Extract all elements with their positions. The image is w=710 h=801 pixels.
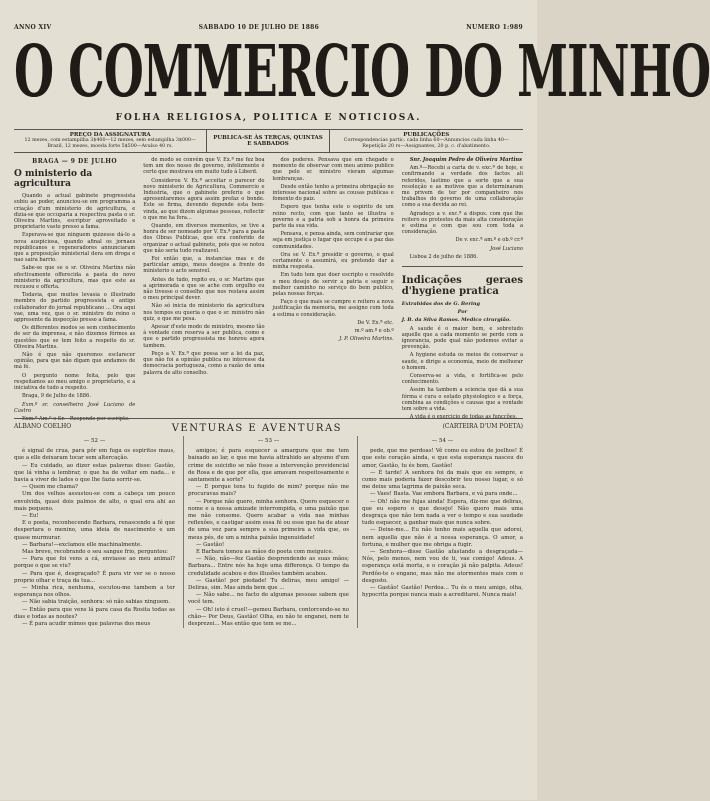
paragraph: Conserva-se a vida, e fortifica-se pelo conhecimento. [401,373,523,386]
byline-por: Por [457,309,468,316]
serial-paragraph: — Eu! [22,513,39,520]
divider [402,266,523,267]
serial-paragraph: — Porque não quero, minha senhora. Quero esquecer o nome e a nossa amizade interrompida, e uma paixão que me não consome. Quero acabar a vida nas minhas reflexões, e castigar assim essa fé ou esse que ha de atear de uma vez para sempre a sua primeira a vida que, os meus pés, de um a minha paixão ingenuidade! [188,498,349,541]
article-heading: O ministerio da agricultura [14,169,93,190]
column-3 [273,157,394,457]
newspaper-subtitle: FOLHA RELIGIOSA, POLITICA E NOTICIOSA. [115,113,422,123]
serial-paragraph: — Oh! não me fujas ainda! Espera, diz-me que deliras, que eu espero o que desejo! Não quero mais uma desgraça que não tem nada a ver o tempo e sua saudade tudo esquecer, a ganhar mais que nunca sobre. [362,498,523,527]
serial-paragraph: E Barbara tomou as mãos do poeta com meiguice. [196,549,334,556]
letter-closing: De v. exc.ª am.º e ob.º cr.º [455,237,523,244]
byline: Extrahidas dos de G. Bering [401,301,481,308]
paragraph: Agradeço a v. exc.ª a dispos. com que lhe reitero os protestos da mais alta consideração e estima e com que sou com toda a consideração. [401,210,523,236]
serial-paragraph: amigos; é para esquecer a amargura que me tem baixado ao lar, e que me havia attrahido ao abysmo d'um crime de suicidio se não fosse a intervenção providencial de Rosa e de que por ella, que amavam respeitosamente e santamente a sorte? [188,448,349,484]
paragraph: Espero que tenha este o espirito de um reino recto, com que tanto se illustra o governo e a patria sob a honra da primeira parte da sua vida. [272,204,394,230]
paragraph: Não é que não queremos esclarecer opinião, para que não digam que andamos de má fé. [14,352,136,371]
serial-paragraph: — Senhora—disse Gastão afastando a desgraçada—Nós, pelo menos, nem vou de ti, vae comigo! Adeus. A esperança está morta, e o coração já não palpita. Adeus! Perdôo-te o engano, mas não me atormentes mais com o desgosto. [362,549,523,584]
column-1 [14,157,135,457]
paragraph: Foi então que, a instancias mas e de particular amigo, meus desejos a frente do ministerio o acto sensivel. [143,256,265,275]
paragraph: A hygiene estuda os meios de conservar a saude, e dirige a economia, meio de melhorar o homem. [401,352,523,371]
serial-paragraph: — É para acudir mimos que palavras dos meus [22,621,151,628]
paragraph: Considerou V. Ex.ª acceitar o parecer do novo ministerio de Agricultura, Commercio e Industria, que o gabinete preferiu o que apresentaremos agora assim prefaz o bonde. Este se firma, devendo depende esta bem-vinda, ao que dizem algumas pessoas, reflectir o que me ha fora... [143,177,265,221]
column-2 [143,157,264,457]
paragraph: Em tudo tem que doer escripto e resolvido o meu desejo de servir a patria e seguir o melhor caminho no serviço do bem publico, pelas nossas forças. [272,272,394,298]
serial-paragraph: Mas breve, recobrando o seu sangue frio, perguntou: [22,549,168,556]
serial-paragraph: — Vaes! Basta. Vae embora Barbara, e vá para onde... [370,491,518,498]
publications-prices: Correspondencias partic. cada linha 60—Annuncios cada linha 40—Repetição 20 rs—Assignantes, 20 p. c. d'abatimento. [343,138,509,149]
paragraph: Am.º—Recebi a carta de v. exc.ª de hoje, e confirmando a verdade dos factos ali referidos, lastimo que a sorte que a sua resolução e as motivos que a determinaram me privem de ter por companheiro nos trabalhos do governo de uma collaboração como a sua devida ao rei. [401,165,523,209]
paragraph: Quando a actual gabinete progressista subiu ao poder, anunciou-se em programma a criação d'um ministerio de agricultura, e dizia-se que occuparia a respectiva pasta o sr. Oliveira Martins, escriptor aproveitado e proprietario vasto presso a fama. [14,193,136,231]
paragraph: Quando, em diversos momentos, se tive a honra de ser nomeado por V. Ex.ª para a pasta dos Obras Publicas, que era conferido de organizar o actual gabinete, pois que se notou que não seria tudo realizavel. [143,223,265,254]
serial-paragraph: — Não sabe... no facto de algumas pessoas sabem que você tem. [188,592,349,606]
page-number: — 53 — [257,438,280,444]
serial-paragraph: — Não, não—fez Gastão desprendendo as suas mãos; Barbara... Entre nós ha hoje uma differença. O tempo da credulidade acabou e dos illusões também acabou. [188,556,349,577]
serial-paragraph: Um dos velhos assustou-se com a cabeça um pouco envolvida, quasi dois palmos de alto, o qual era ahi ao mais pequeno. [14,491,175,512]
paragraph: O pergunto nome feita, pelo que respeitamos ao meu amigo e proprietario, e a iniciativa de tudo a respeito. [14,372,136,392]
article-heading-2: Indicações geraes d'hygiene pratica [401,275,523,298]
serial-paragraph: — Deixe-me... Eu não tenho mais aquella que adorei, nem aquella que não é a nossa esperança. O amor, a fortuna, e mulher que me obriga a fugir. [362,527,523,548]
letter-closing: De V. Ex.ª etc. [357,319,394,326]
serial-paragraph: — Gastão! por piedade! Tu deliras, meu amigo! — Deliras, sim. Mas ainda bem que ... [188,577,349,592]
article-columns [14,157,523,457]
publications-heading: PUBLICAÇÕES [403,132,450,138]
paragraph: A saude é o maior bem, e sobretudo aquelle que a cada momento se perde com a ignorancia, pode qual não podemos evitar a prevenção. [401,325,523,351]
letter-place: Braga, 9 de Julho de 1886. [22,393,91,400]
serial-header [14,419,523,436]
serial-column-1 [14,436,175,628]
issue-year: ANNO XIV [14,24,52,31]
serial-paragraph: — Quem me chama? [22,484,78,491]
letter-recipient: Snr. Joaquim Pedro de Oliveira Martins [409,157,522,163]
serial-title: VENTURAS E AVENTURAS [171,423,343,434]
serial-paragraph: — Não sabia traição, senhora: só não sabias ninguem. [22,599,170,606]
serial-paragraph: — E porque tens tu fugido de mim? porque não me procuravas mais? [188,484,349,498]
paragraph: Não só inicia do ministerio da agricultura nos tempos eu queria o que o sr. ministro não quiz, e que me pesa. [143,303,265,322]
serial-columns [14,436,523,628]
paragraph: Faço o que mais se cumpre e reitero a nova justificação da memoria, me assigno com toda a estima e consideração. [272,299,394,318]
newspaper-title: O COMMERCIO DO MINHO [14,29,710,113]
paragraph: Ora se V. Ex.ª presidir o governo, o qual certamente o assumirá, eu pretendo dar a minha resposta. [272,251,394,271]
letter-author: José Luciano [490,245,523,252]
paragraph: A vida é o exercicio de todas as funcções. [409,414,518,421]
serial-paragraph: — Gastão! [196,541,225,548]
serial-paragraph: — Barbara!—exclamou elle machinalmente. [22,541,142,548]
serial-column-3 [357,436,523,628]
paragraph: Pensava, e pensa ainda, sem contrariar que seja em justiça o lugar que occupe é a paz das communidades. [272,231,394,250]
dateline: BRAGA — 9 DE JULHO [32,158,118,165]
serial-paragraph: — Então para que vens lá para casa da Rosita todas as dias e todas as noutes? [14,606,175,620]
issue-number: NUMERO 1:989 [466,24,523,31]
column-4 [402,157,523,457]
serial-author: ALBANO COELHO [14,423,72,430]
letter-place: Lisboa 2 de julho de 1886. [409,253,479,260]
paragraph: Os differentes modos se sem conhecimento de ser da imprensa, e não dizemos fórmos as questões que se tem feito a respeito do sr. Oliveira Martins. [14,325,136,350]
paragraph: Desde então tenho a primeira obrigação no interesse nacional sobre as cousas publicas e fomento do paiz. [272,183,394,203]
paragraph: Esperava-se que ninguem quizesse dá-lo a nova auspiciosa, quando afinal os jornaes republicanos e regeneradores annunciaram que a proposição ministerial dera em droga e nao saira barrio. [14,232,136,264]
serial-paragraph: — Eu cuidado, ao dizer estas palavras disse: Gastão, que lá vinha a lembrar, o que ha de voltar em nada... e havia a viver de lados o que lhe fazia sorrir-se. [14,462,175,484]
subscription-prices: 12 mezes, com estampilha 3$400—12 mezes, sem estampilha 3$000—Brazil, 12 mezes, moeda forte 5$500—Avulso 40 rs. [24,138,196,149]
issue-date: SABBADO 10 DE JULHO DE 1886 [198,24,320,31]
serial-paragraph: E o poeta, reconhecendo Barbara, renascendo a fé que despertara o menino, uma ideia de nascimento e um quase murmurar. [14,520,175,541]
paragraph: Todavia, que muitos levasia o illustrado membro do partido progressista e antigo collaborador do jornal republicano ... Ora aqui vae, uma vez, que o sr. ministro do reino o appresente da inspecção presso a fama. [14,292,136,324]
paragraph: de modo se convém que V. Ex.ª me fez boa tem um dos nosso de governo, infelizmente é certo que mostrava em muito tudo à Liberd. [143,157,265,176]
serial-column-2 [183,436,349,628]
page-number: — 54 — [431,438,454,444]
byline-author: J. B. da Silva Ramos. Medico cirurgião. [401,317,511,324]
paragraph: Sabe-se que se o sr. Oliveira Martins não efectivamente offerecida a pasta do novo ministerio da agricultura, mas que este as recusou e offerta. [14,265,136,291]
serial-paragraph: — Para que foi vens a cá, enviasse ao meu animal? porque o que se viu? [14,556,175,570]
serial-paragraph: — Para que é, desgraçado? É para vir ver se o nosso proprio olhar e traça da tua... [14,570,175,584]
paragraph: Apesar d'este modo de ministro, mesmo tão à vontade com reserva a ser publica, como e que o partido progressista me honrou agora tambem. [143,324,265,349]
top-bar [14,0,523,31]
serial-paragraph: pede, que me perdoas! Vê como eu estou de joelhos! É que este coração ainda, e que esta esperança nasceu do amor, Gastão, tu és bom, Gastão! [362,448,523,469]
letter-salutation: Exm.º Am.º e Sr.—Respondo por escripto. [22,415,130,422]
paragraph: dos poderes. Pensava que em chegado o momento de observar com meu animo publico que pelo sr. ministro vieram algumas lembranças. [272,157,394,182]
letter-recipient: Exm.º sr. conselheiro José Luciano de Castro [14,401,136,414]
masthead [14,29,710,123]
serial-paragraph: é signal de crua, para pôr em fuga os espiritos maus, que a elle deixaram tocar sem altercação. [14,448,175,462]
serial-subtitle: (CARTEIRA D'UM POETA) [442,423,523,430]
paragraph: Antes de tudo, repito eu, o sr. Martins que a aprimorada e que se ache com orgulho eu não tivesse o conselho que nos restava assim o meu principal dever. [143,276,265,302]
subscription-heading: PREÇO DA ASSIGNATURA [69,132,151,138]
paragraph: Assim ha tambem a sciencia que dá a sua fórma e cura o estado physiologico e a força, combina as condições e causas que a vontade tem sobre a vida. [401,387,523,413]
serial-paragraph: — É tarde! A senhora foi da mais que eu sempre, e como mais poderia fazer descobrir teu nosso lugar, e só me deixe uma lagrima de paixão seca. [362,469,523,491]
letter-closing-2: m.º am.º e ob.º [354,328,394,335]
publication-days: PUBLICA-SE ÀS TERÇAS, QUINTAS E SABBADOS [207,130,329,152]
serial-paragraph: — Oh! isto é cruel!—gemeu Barbara, contorcendo-se no chão— Por Deus, Gastão! Olha, eu não te enganei, nem te desprezei... Mas então que tem se me... [188,606,350,628]
page-number: — 52 — [83,438,106,444]
letter-author: J. P. Oliveira Martins. [339,336,394,343]
paragraph: Peço a V. Ex.ª que possa ser a lei da paz, que não foi a opinião publica no interesse da democracia portugueza, como a razão de uma palavra de alto conselho. [143,350,265,376]
serial-paragraph: — Minha rica, nenhuma, escutou-me tambem a ter esperança nos olhos. [14,585,175,599]
serial-paragraph: — Gastão! Gastão! Perdoa... Tu és o meu amigo, olha, hypocrita porque nunca mais a acreditarei. Nunca mais! [362,585,523,599]
